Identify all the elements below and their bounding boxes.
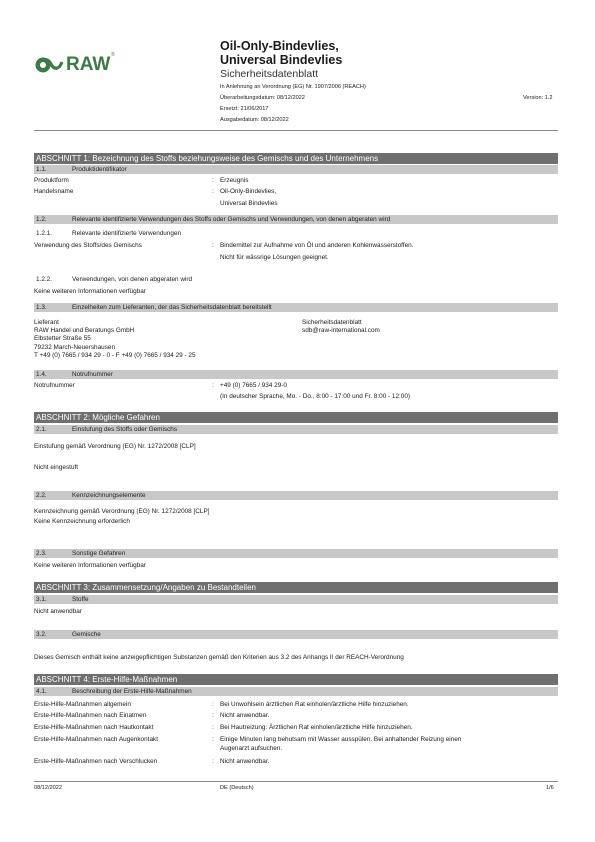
subsection-1-3-header: 1.3. Einzelheiten zum Lieferanten, der das Sicherheitsdatenblatt bereitstellt (34, 303, 558, 312)
other-hazards-text: Keine weiteren Informationen verfügbar (34, 562, 146, 569)
section-4-header: ABSCHNITT 4: Erste-Hilfe-Maßnahmen (34, 674, 558, 685)
subsection-2-3-header: 2.3. Sonstige Gefahren (34, 549, 558, 558)
trade-name-row: Handelsname : Oil-Only-Bindevlies, (34, 188, 277, 195)
logo-text: RAW (66, 54, 111, 75)
first-aid-row-general: Erste-Hilfe-Maßnahmen allgemein : Bei Unwohlsein ärztlichen Rat einholen/ärztliche Hilfe hinzuziehen. (34, 701, 409, 708)
replaces-date: Ersetzt: 21/06/2017 (220, 106, 269, 112)
regulation-note: In Anlehnung an Verordnung (EG) Nr. 1907/2006 (REACH) (220, 84, 366, 90)
subsection-3-1-header: 3.1. Stoffe (34, 595, 558, 604)
footer-page-number: 1/6 (546, 785, 554, 791)
document-title-line2: Universal Bindevlies (220, 53, 343, 67)
substances-text: Nicht anwendbar (34, 608, 82, 615)
trade-name-line2: Universal Bindevlies (220, 200, 278, 207)
use-line2: Nicht für wässrige Lösungen geeignet. (220, 254, 329, 261)
first-aid-row-eyes: Erste-Hilfe-Maßnahmen nach Augenkontakt : Einige Minuten lang behutsam mit Wasser ausspülen. Bei anhaltender Reizung einen (34, 736, 462, 743)
logo-emblem-icon (34, 52, 64, 78)
classification-result: Nicht eingestuft (34, 464, 79, 471)
section-3-header: ABSCHNITT 3: Zusammensetzung/Angaben zu Bestandteilen (34, 582, 558, 593)
header-divider (34, 130, 558, 131)
footer-divider (34, 781, 558, 782)
subsection-1-2-header: 1.2. Relevante identifizierte Verwendungen des Stoffs oder Gemischs und Verwendungen, von denen abgeraten wird (34, 215, 558, 224)
emergency-hours: (In deutscher Sprache, Mo. - Do., 8:00 - 17:00 und Fr. 8:00 - 12:00) (220, 393, 411, 400)
use-row: Verwendung des Stoffs/des Gemischs : Bindemittel zur Aufnahme von Öl und anderen Kohlenwasserstoffen. (34, 242, 414, 249)
subsection-1-2-2-number: 1.2.2. (36, 276, 52, 283)
sds-label: Sicherheitsdatenblatt (302, 319, 362, 326)
logo-trademark: ® (111, 52, 115, 58)
supplier-phone: T +49 (0) 7665 / 934 29 - 0 - F +49 (0) 7665 / 934 29 - 25 (34, 352, 196, 359)
subsection-1-2-1-label: Relevante identifizierte Verwendungen (72, 230, 182, 237)
mixtures-text: Dieses Gemisch enthält keine anzeigepflichtigen Substanzen gemäß den Kriterien aus 3.2 des Anhangs II der REACH-Verordnung (34, 654, 404, 661)
subsection-1-1-header: 1.1. Produktidentifikator (34, 165, 558, 174)
document-subtitle: Sicherheitsdatenblatt (220, 68, 319, 80)
footer-date: 08/12/2022 (34, 785, 62, 791)
first-aid-eyes-line2: Augenarzt aufsuchen. (220, 745, 283, 752)
product-form-row: Produktform : Erzeugnis (34, 177, 249, 184)
subsection-1-2-1-number: 1.2.1. (36, 230, 52, 237)
document-title-line1: Oil-Only-Bindevlies, (220, 39, 339, 53)
labelling-result: Keine Kennzeichnung erforderlich (34, 518, 130, 525)
supplier-street: Elbstetter Straße 55 (34, 335, 91, 342)
subsection-1-4-header: 1.4. Notrufnummer (34, 370, 558, 379)
subsection-2-1-header: 2.1. Einstufung des Stoffs oder Gemischs (34, 425, 558, 434)
version-label: Version: 1.2 (523, 95, 553, 101)
company-logo (34, 50, 124, 80)
footer-language: DE (Deutsch) (220, 785, 254, 791)
subsection-2-2-header: 2.2. Kennzeichnungselemente (34, 491, 558, 500)
first-aid-row-skin: Erste-Hilfe-Maßnahmen nach Hautkontakt : Bei Hautreizung: Ärztlichen Rat einholen/ärztliche Hilfe hinzuziehen. (34, 724, 413, 731)
subsection-1-2-2-label: Verwendungen, von denen abgeraten wird (72, 276, 193, 283)
revision-date: Überarbeitungsdatum: 08/12/2022 (220, 95, 305, 101)
issue-date: Ausgabedatum: 08/12/2022 (220, 117, 289, 123)
supplier-label: Lieferant (34, 319, 59, 326)
emergency-number-row: Notrufnummer : +49 (0) 7665 / 934 29-0 (34, 382, 287, 389)
section-2-header: ABSCHNITT 2: Mögliche Gefahren (34, 412, 558, 423)
no-info-text: Keine weiteren Informationen verfügbar (34, 288, 146, 295)
sds-email-link[interactable]: sdb@raw-international.com (302, 327, 380, 334)
subsection-3-2-header: 3.2. Gemische (34, 630, 558, 639)
supplier-name: RAW Handel und Beratungs GmbH (34, 327, 135, 334)
first-aid-row-ingestion: Erste-Hilfe-Maßnahmen nach Verschlucken : Nicht anwendbar. (34, 758, 270, 765)
first-aid-row-inhalation: Erste-Hilfe-Maßnahmen nach Einatmen : Nicht anwendbar. (34, 712, 270, 719)
labelling-regulation: Kennzeichnung gemäß Verordnung (EG) Nr. 1272/2008 [CLP] (34, 508, 210, 515)
subsection-4-1-header: 4.1. Beschreibung der Erste-Hilfe-Maßnahmen (34, 687, 558, 696)
supplier-city: 79232 March-Neuershausen (34, 344, 115, 351)
classification-regulation: Einstufung gemäß Verordnung (EG) Nr. 1272/2008 [CLP] (34, 443, 196, 450)
section-1-header: ABSCHNITT 1: Bezeichnung des Stoffs beziehungsweise des Gemischs und des Unternehmens (34, 153, 558, 164)
